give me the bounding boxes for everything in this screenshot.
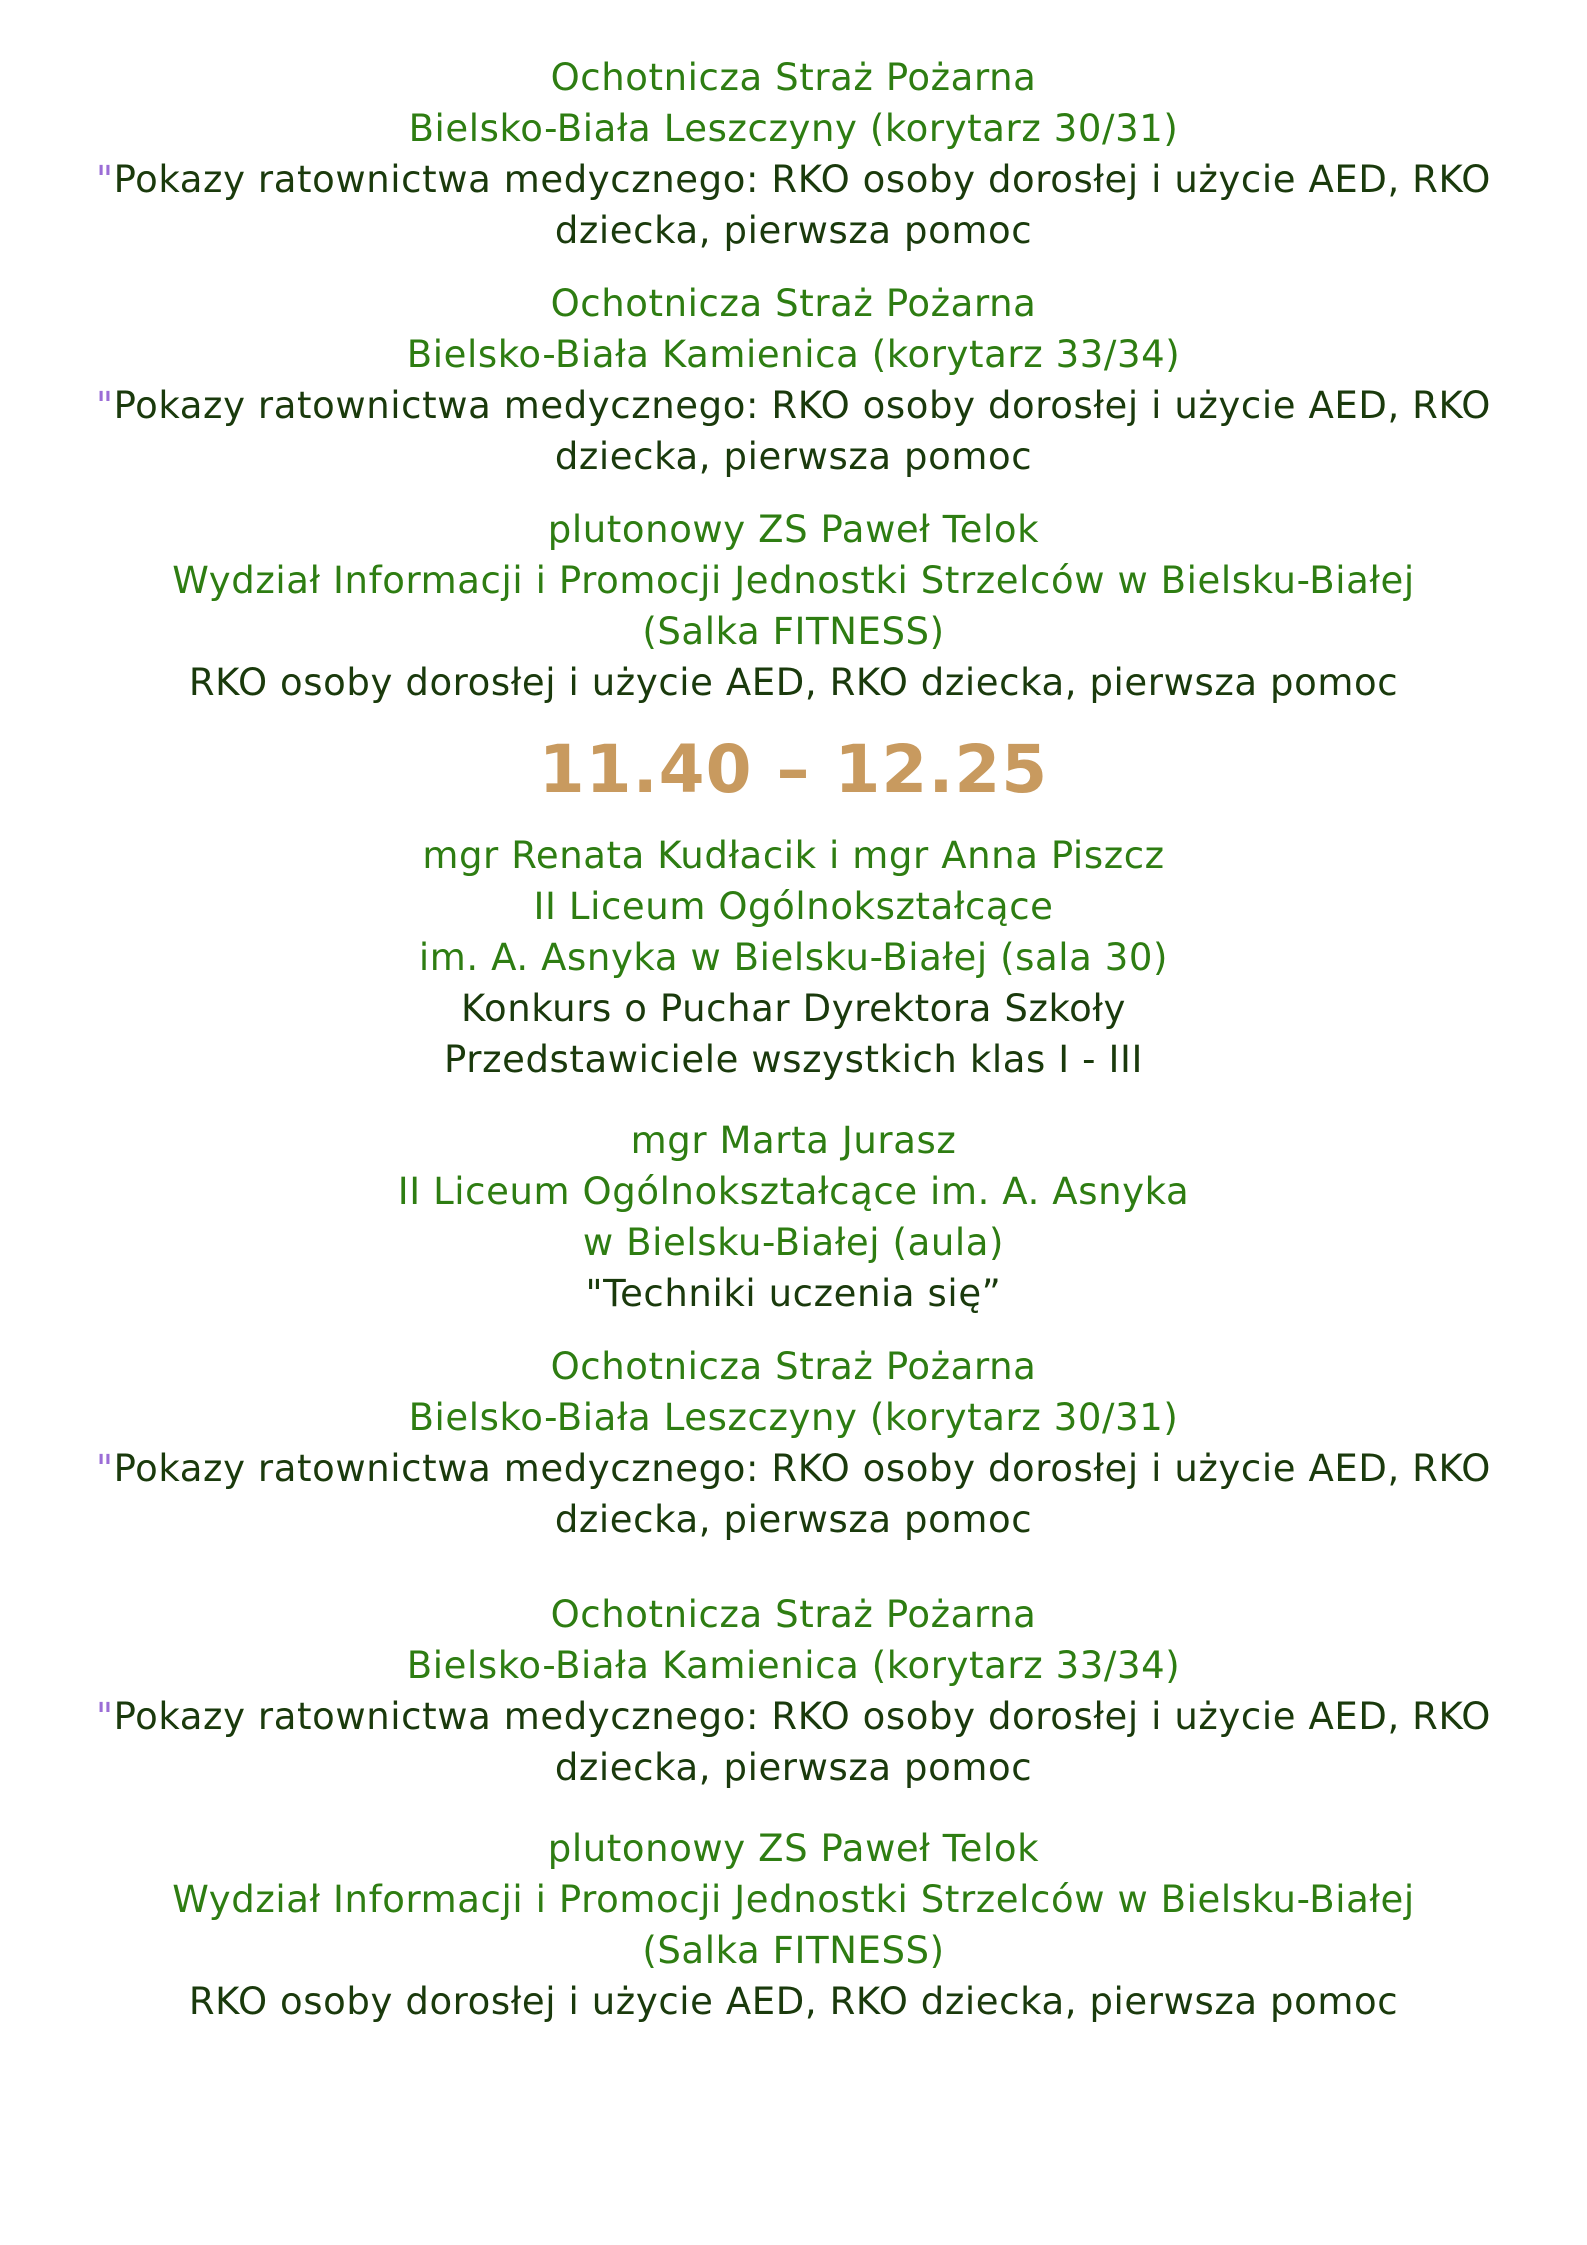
quote-mark: " bbox=[95, 158, 114, 201]
event-organizer: mgr Renata Kudłacik i mgr Anna Piszcz bbox=[422, 834, 1165, 877]
event-unit: Wydział Informacji i Promocji Jednostki Strzelców w Bielsku-Białej bbox=[172, 559, 1415, 602]
event-block bbox=[0, 52, 1587, 256]
event-unit: Wydział Informacji i Promocji Jednostki Strzelców w Bielsku-Białej bbox=[172, 1878, 1415, 1921]
quote-mark: " bbox=[95, 1695, 114, 1738]
event-description bbox=[0, 380, 1587, 431]
event-organizer: Ochotnicza Straż Pożarna bbox=[550, 56, 1037, 99]
event-description: Konkurs o Puchar Dyrektora Szkoły bbox=[460, 987, 1127, 1030]
event-description: RKO osoby dorosłej i użycie AED, RKO dziecka, pierwsza pomoc bbox=[188, 1980, 1399, 2023]
event-location: Bielsko-Biała Leszczyny (korytarz 30/31) bbox=[408, 1396, 1179, 1439]
event-block bbox=[0, 830, 1587, 1085]
event-organizer: Ochotnicza Straż Pożarna bbox=[550, 1345, 1037, 1388]
event-description-text: Pokazy ratownictwa medycznego: RKO osoby dorosłej i użycie AED, RKO bbox=[113, 1447, 1492, 1490]
event-organizer: plutonowy ZS Paweł Telok bbox=[547, 508, 1040, 551]
event-description: "Techniki uczenia się” bbox=[585, 1272, 1002, 1315]
event-organizer: mgr Marta Jurasz bbox=[630, 1119, 957, 1162]
event-location: Bielsko-Biała Leszczyny (korytarz 30/31) bbox=[408, 107, 1179, 150]
event-organizer: Ochotnicza Straż Pożarna bbox=[550, 1593, 1037, 1636]
quote-mark: " bbox=[95, 384, 114, 427]
event-description-cont: dziecka, pierwsza pomoc bbox=[554, 1498, 1033, 1541]
event-description-cont: dziecka, pierwsza pomoc bbox=[554, 435, 1033, 478]
event-description: RKO osoby dorosłej i użycie AED, RKO dziecka, pierwsza pomoc bbox=[188, 661, 1399, 704]
event-block bbox=[0, 1823, 1587, 2027]
event-block bbox=[0, 1115, 1587, 1319]
event-description-cont: Przedstawiciele wszystkich klas I - III bbox=[444, 1038, 1143, 1081]
event-location: Bielsko-Biała Kamienica (korytarz 33/34) bbox=[406, 1644, 1181, 1687]
event-location: Bielsko-Biała Kamienica (korytarz 33/34) bbox=[406, 333, 1181, 376]
event-organizer: Ochotnicza Straż Pożarna bbox=[550, 282, 1037, 325]
event-description bbox=[0, 154, 1587, 205]
event-location: im. A. Asnyka w Bielsku-Białej (sala 30) bbox=[418, 936, 1169, 979]
event-description-cont: dziecka, pierwsza pomoc bbox=[554, 209, 1033, 252]
quote-mark: " bbox=[95, 1447, 114, 1490]
event-institution: II Liceum Ogólnokształcące im. A. Asnyka bbox=[397, 1170, 1190, 1213]
schedule-page bbox=[0, 52, 1587, 2049]
event-location: w Bielsku-Białej (aula) bbox=[582, 1221, 1005, 1264]
event-location: (Salka FITNESS) bbox=[642, 610, 945, 653]
time-slot-heading: 11.40 – 12.25 bbox=[538, 731, 1049, 808]
event-institution: II Liceum Ogólnokształcące bbox=[533, 885, 1054, 928]
event-description bbox=[0, 1443, 1587, 1494]
event-organizer: plutonowy ZS Paweł Telok bbox=[547, 1827, 1040, 1870]
event-description-text: Pokazy ratownictwa medycznego: RKO osoby dorosłej i użycie AED, RKO bbox=[113, 1695, 1492, 1738]
event-block bbox=[0, 1341, 1587, 1545]
event-description bbox=[0, 1691, 1587, 1742]
event-description-text: Pokazy ratownictwa medycznego: RKO osoby dorosłej i użycie AED, RKO bbox=[113, 384, 1492, 427]
event-description-cont: dziecka, pierwsza pomoc bbox=[554, 1746, 1033, 1789]
event-block bbox=[0, 278, 1587, 482]
event-block bbox=[0, 1589, 1587, 1793]
event-block bbox=[0, 504, 1587, 708]
event-location: (Salka FITNESS) bbox=[642, 1929, 945, 1972]
event-description-text: Pokazy ratownictwa medycznego: RKO osoby dorosłej i użycie AED, RKO bbox=[113, 158, 1492, 201]
